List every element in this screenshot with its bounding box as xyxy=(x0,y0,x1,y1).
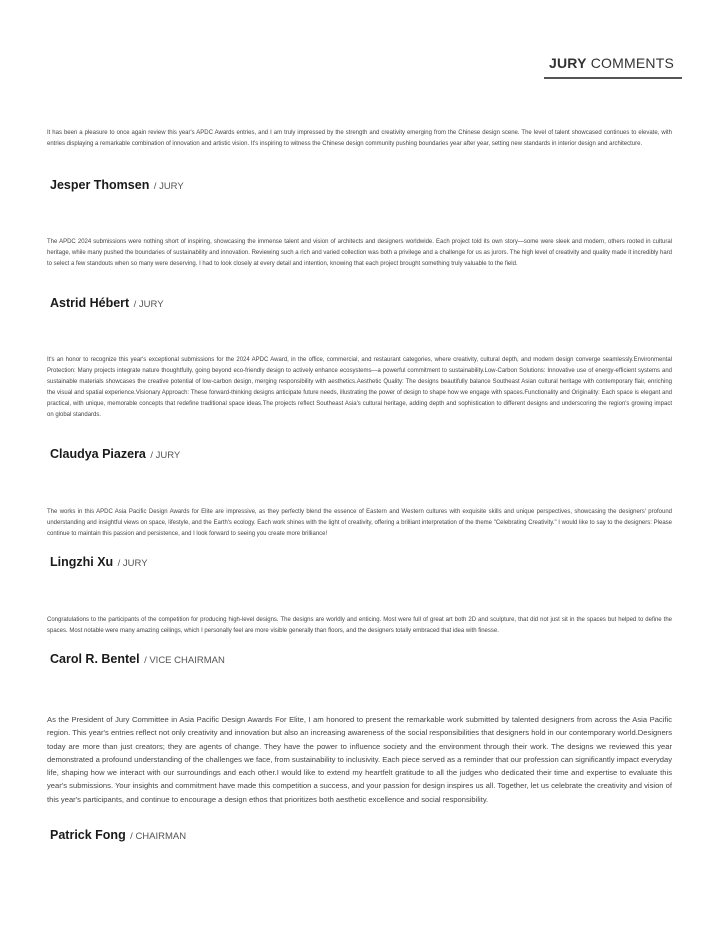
juror-role: / VICE CHAIRMAN xyxy=(144,655,225,666)
comment-text: The APDC 2024 submissions were nothing short of inspiring, showcasing the immense talent and vision of architects and designers worldwide. Each project told its own story—some were sleek and modern, others rooted in cultural heritage, while many pushed the boundaries of sustainability and innovation. Reviewing such a rich and varied collection was both a privilege and a challenge for us as jurors. The high level of creativity and quality made it incredibly hard to select a few standouts when so many were deserving. I had to look closely at every detail and intention, knowing that each project brought something truly valuable to the field. xyxy=(47,239,672,267)
jury-comment-5 xyxy=(47,615,672,637)
jury-comment-4 xyxy=(47,507,672,540)
signature-4 xyxy=(50,553,148,571)
page-title-bold: JURY xyxy=(549,55,587,71)
juror-name: Jesper Thomsen xyxy=(50,178,150,192)
juror-name: Patrick Fong xyxy=(50,828,126,842)
jury-comment-2 xyxy=(47,237,672,270)
comment-text: Congratulations to the participants of the competition for producing high-level designs. The designs are worldly and enticing. Most were full of great art both 2D and sculpture, that did not just sit in the spaces but helped to define the spaces. Most notable were many amazing ceilings, which I personally feel are more visible generally than floors, and the designers totally embraced that idea with finesse. xyxy=(47,617,672,634)
signature-2 xyxy=(50,294,164,312)
signature-6 xyxy=(50,826,186,844)
signature-1 xyxy=(50,176,184,194)
page-header xyxy=(544,55,674,79)
juror-role: / JURY xyxy=(150,450,181,461)
juror-name: Astrid Hébert xyxy=(50,296,130,310)
comment-text: The works in this APDC Asia Pacific Design Awards for Elite are impressive, as they perfectly blend the essence of Eastern and Western cultures with exquisite skills and unique perspectives, showcasing the designers' profound understanding and insightful views on space, lifestyle, and the Earth's ecology. Each work shines with the light of creativity, offering a brilliant interpretation of the theme "Celebrating Creativity." I would like to say to the designers: Please continue to maintain this passion and persistence, and I look forward to seeing you create more brilliance! xyxy=(47,509,672,537)
comment-text: It's an honor to recognize this year's exceptional submissions for the 2024 APDC Award, in the office, commercial, and restaurant categories, where creativity, cultural depth, and modern design converge seamlessly.Environmental Protection: Many projects integrate nature thoughtfully, going beyond eco-friendly design to actively enhance ecosystems—a powerful commitment to sustainability.Low-Carbon Solutions: Innovative use of energy-efficient systems and sustainable materials showcases the creative potential of low-carbon design, merging responsibility with aesthetics.Aesthetic Quality: The designs beautifully balance Southeast Asian cultural heritage with contemporary flair, enriching the visual and spatial experience.Visionary Approach: These forward-thinking designs anticipate future needs, illustrating the power of design to shape how we engage with spaces.Functionality and Originality: Each space is elegant and practical, with unique, memorable concepts that redefine traditional space ideas.The projects reflect Southeast Asia's cultural heritage, adding depth and sophistication to different designs and underscoring the region's growing impact on global standards. xyxy=(47,357,672,418)
juror-role: / CHAIRMAN xyxy=(130,831,187,842)
juror-name: Lingzhi Xu xyxy=(50,555,114,569)
jury-comment-3 xyxy=(47,355,672,421)
comment-text: As the President of Jury Committee in Asia Pacific Design Awards For Elite, I am honored to present the remarkable work submitted by talented designers from across the Asia Pacific region. This year's entries reflect not only creativity and innovation but also an increasing awareness of the social responsibilities that designers hold in our contemporary world.Designers today are more than just creators; they are agents of change. They have the power to influence society and the environment through their work. The designs we reviewed this year demonstrated a profound understanding of the challenges we face, from sustainability to inclusivity. Each piece served as a reminder that our profession can significantly impact everyday life, shaping how we interact with our surroundings and each other.I would like to extend my heartfelt gratitude to all the judges who dedicated their time and expertise to evaluate this year's submissions. Your insights and commitment have made this competition a success, and your passion for design inspires us all. Together, let us celebrate the creativity and vision of this year's participants, and continue to encourage a design ethos that prioritizes both aesthetic excellence and social responsibility. xyxy=(47,715,672,804)
juror-role: / JURY xyxy=(153,181,184,192)
comment-text: It has been a pleasure to once again review this year's APDC Awards entries, and I am truly impressed by the strength and creativity emerging from the Chinese design scene. The level of talent showcased continues to elevate, with entries displaying a remarkable combination of innovation and artistic vision. It's inspiring to witness the Chinese design community pushing boundaries year after year, setting new standards in interior design and architecture. xyxy=(47,130,672,147)
jury-comment-1 xyxy=(47,128,672,150)
signature-3 xyxy=(50,445,180,463)
page-title-rest: COMMENTS xyxy=(590,55,674,71)
page-title xyxy=(544,55,674,71)
juror-role: / JURY xyxy=(117,558,148,569)
title-underline xyxy=(544,77,682,79)
jury-comment-6 xyxy=(47,713,672,806)
juror-role: / JURY xyxy=(133,299,164,310)
juror-name: Carol R. Bentel xyxy=(50,652,140,666)
signature-5 xyxy=(50,650,225,668)
juror-name: Claudya Piazera xyxy=(50,447,146,461)
